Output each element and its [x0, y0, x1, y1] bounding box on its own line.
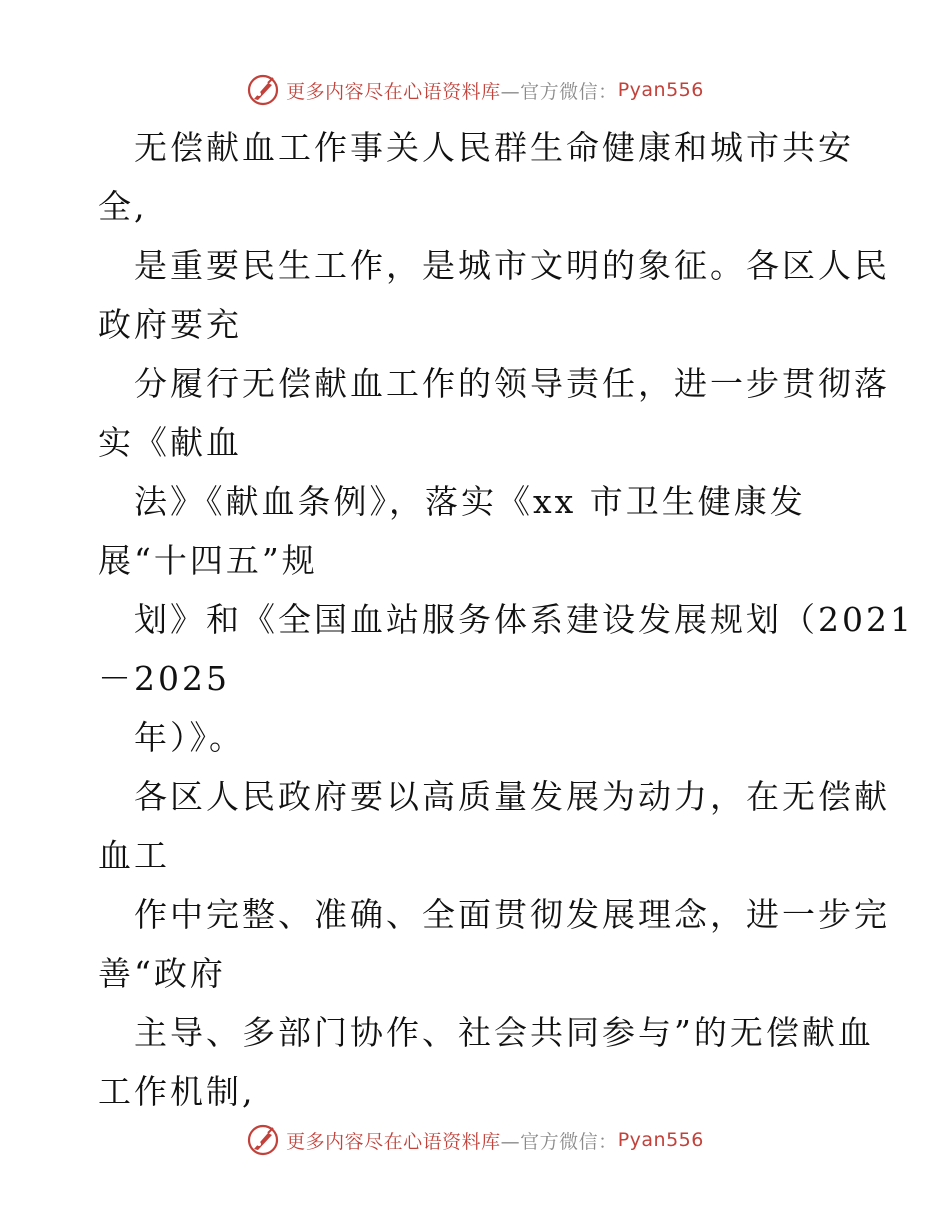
- text-line: 各区人民政府要以高质量发展为动力，在无偿献: [134, 777, 890, 816]
- text-line: 无偿献血工作事关人民群生命健康和城市共安: [134, 128, 854, 167]
- text-line: 是重要民生工作，是城市文明的象征。各区人民: [134, 246, 890, 285]
- text-line: －2025: [98, 659, 230, 698]
- text-line: 实《献血: [98, 423, 242, 462]
- banner-text-main: 更多内容尽在心语资料库: [286, 80, 501, 103]
- text-line: 划》和《全国血站服务体系建设发展规划（2021: [134, 600, 914, 639]
- banner-text-wechat-id: Pyan556: [617, 1129, 704, 1151]
- text-line: 展“十四五”规: [98, 541, 318, 580]
- header-watermark-banner: [0, 70, 950, 110]
- text-line: 法》《献血条例》，落实《xx 市卫生健康发: [134, 482, 806, 521]
- text-line: 政府要充: [98, 305, 242, 344]
- banner-text-separator: —官方微信：: [500, 80, 618, 103]
- text-line: 主导、多部门协作、社会共同参与”的无偿献血: [134, 1013, 874, 1052]
- quill-logo-icon: [246, 1123, 280, 1157]
- text-line: 全,: [98, 187, 148, 226]
- banner-text-main: 更多内容尽在心语资料库: [286, 1130, 501, 1153]
- banner-text-wechat-id: Pyan556: [617, 79, 704, 101]
- text-line: 年）》。: [134, 718, 245, 757]
- banner-text-separator: —官方微信：: [500, 1130, 618, 1153]
- quill-logo-icon: [246, 73, 280, 107]
- text-line: 血工: [98, 836, 170, 875]
- text-line: 工作机制,: [98, 1072, 256, 1111]
- footer-watermark-banner: [0, 1120, 950, 1160]
- text-line: 作中完整、准确、全面贯彻发展理念，进一步完: [134, 895, 890, 934]
- document-body: [98, 118, 914, 1121]
- text-line: 善“政府: [98, 954, 226, 993]
- text-line: 分履行无偿献血工作的领导责任，进一步贯彻落: [134, 364, 890, 403]
